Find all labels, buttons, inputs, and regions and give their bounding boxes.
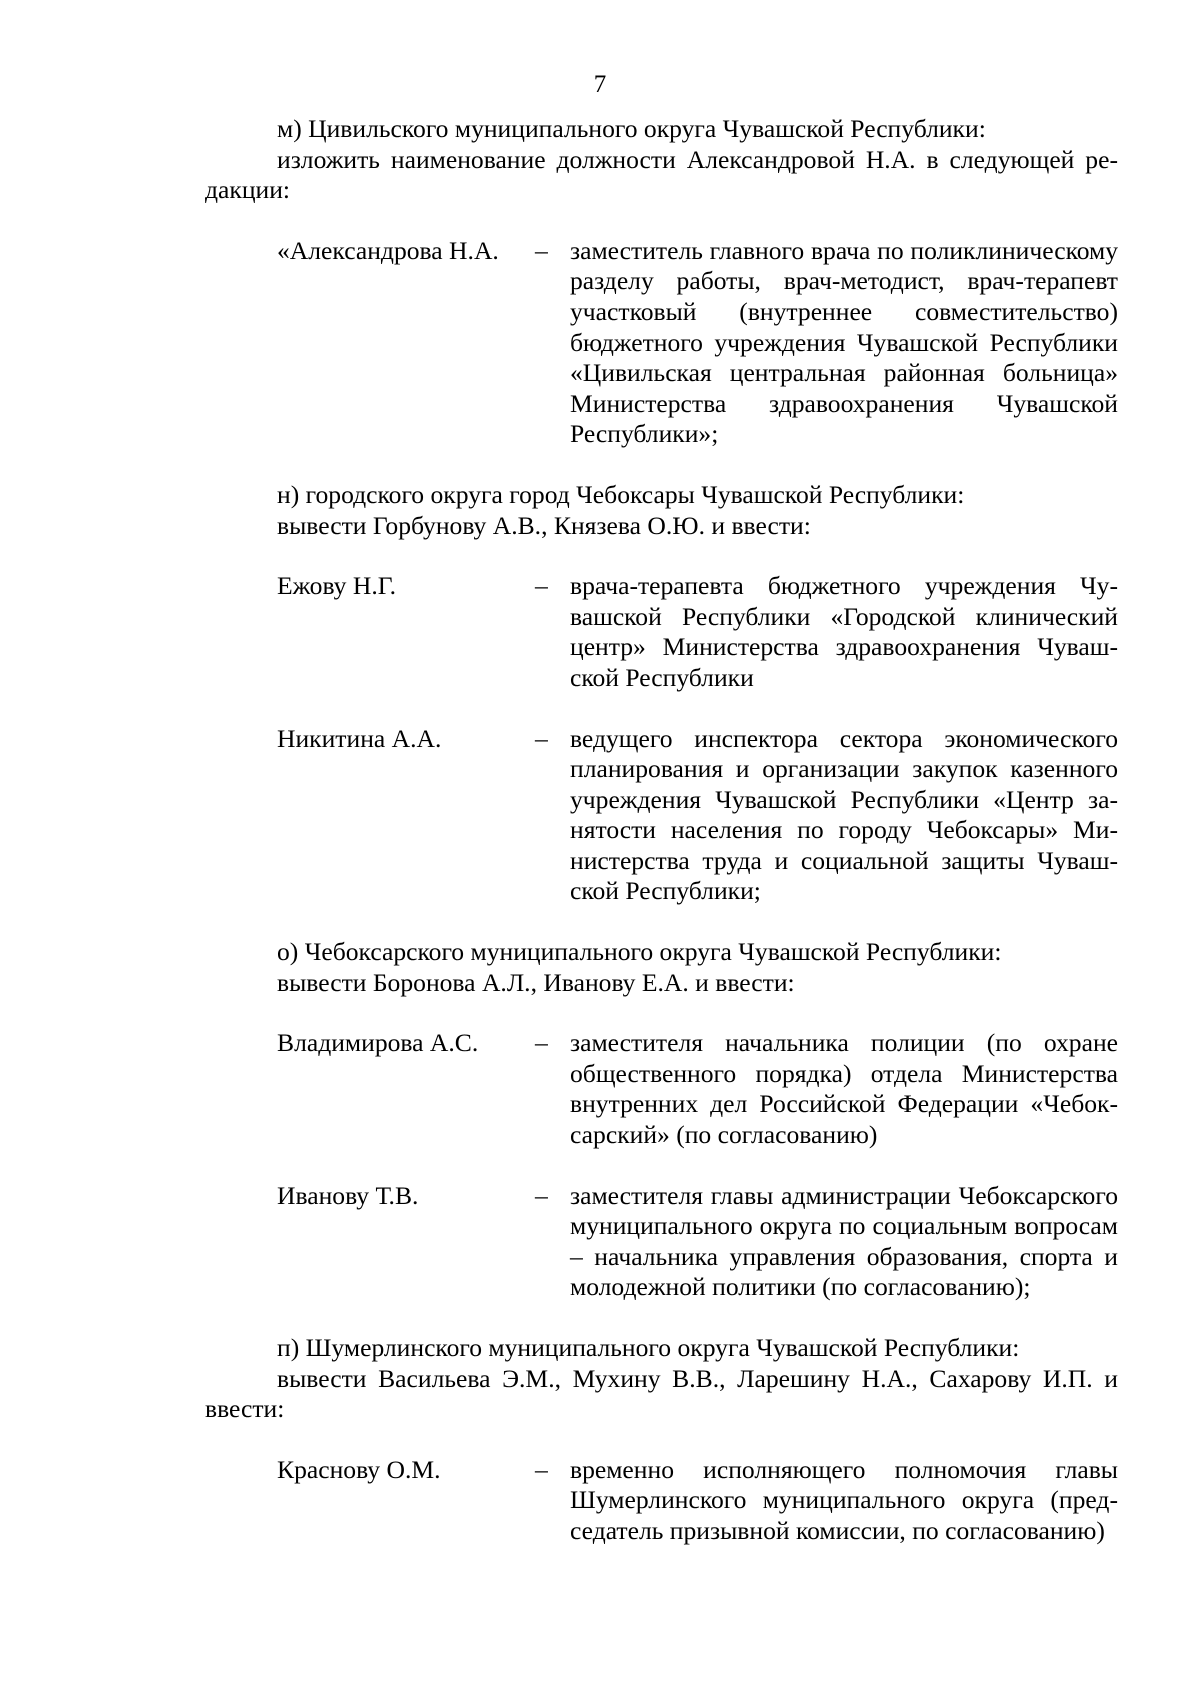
person-position: врача-терапевта бюджетного учреждения Чувашской Республики «Городской клинический центр» Министерства здравоохранения Чувашской Республики <box>570 571 1118 692</box>
section-heading: о) Чебоксарского муниципального округа Чувашской Республики: <box>277 937 1002 967</box>
spacer <box>205 1425 1118 1455</box>
page-number: 7 <box>593 71 607 98</box>
spacer <box>205 206 1118 236</box>
person-name: Ежову Н.Г. <box>277 571 397 601</box>
person-name: «Александрова Н.А. <box>277 235 499 265</box>
person-name: Краснову О.М. <box>277 1454 441 1484</box>
spacer <box>205 541 1118 571</box>
section-heading: м) Цивильского муниципального округа Чувашской Республики: <box>277 114 986 143</box>
section-instruction: вывести Горбунову А.В., Князева О.Ю. и ввести: <box>277 510 811 540</box>
person-entry <box>205 1181 1118 1303</box>
section-instruction: вывести Боронова А.Л., Иванову Е.А. и ввести: <box>277 967 795 997</box>
spacer <box>205 907 1118 937</box>
spacer <box>205 998 1118 1028</box>
person-position: ведущего инспектора сектора экономического планирования и организации закупок казенного учреждения Чувашской Республики «Центр занятости населения по городу Чебоксары» Министерства труда и социальной защиты Чувашской Республики; <box>570 723 1118 906</box>
person-position: временно исполняющего полномочия главы Шумерлинского муниципального округа (председатель призывной комиссии, по согласованию) <box>570 1454 1118 1545</box>
indent <box>205 1028 277 1150</box>
entry-dash: – <box>535 571 548 601</box>
indent <box>205 724 277 908</box>
person-entry <box>205 724 1118 908</box>
entry-dash: – <box>535 1454 548 1484</box>
indent <box>205 236 277 450</box>
section-instruction: вывести Васильева Э.М., Мухину В.В., Ларешину Н.А., Сахарову И.П. и ввести: <box>205 1363 1118 1424</box>
person-position: заместитель главного врача по поликлиническому разделу работы, врач-методист, врач-терапевт участковый (внутреннее совместительство) бюджетного учреждения Чувашской Республики «Цивильская центральная районная больница» Министерства здравоохранения Чувашской Республики»; <box>570 235 1118 449</box>
entry-dash: – <box>535 1028 548 1058</box>
section-heading: н) городского округа город Чебоксары Чувашской Республики: <box>277 479 965 509</box>
indent <box>205 1455 277 1547</box>
person-entry <box>205 1028 1118 1150</box>
person-entry <box>205 571 1118 693</box>
entry-dash: – <box>535 723 548 753</box>
section-heading: п) Шумерлинского муниципального округа Чувашской Республики: <box>277 1333 1020 1362</box>
section-instruction: изложить наименование должности Александровой Н.А. в следующей редакции: <box>205 144 1118 205</box>
person-name: Никитина А.А. <box>277 723 442 753</box>
person-entry <box>205 236 1118 450</box>
spacer <box>205 1303 1118 1333</box>
spacer <box>205 450 1118 480</box>
indent <box>205 571 277 693</box>
document-body <box>205 114 1118 1547</box>
person-name: Иванову Т.В. <box>277 1180 419 1210</box>
entry-dash: – <box>535 235 548 265</box>
person-entry <box>205 1455 1118 1547</box>
spacer <box>205 1151 1118 1181</box>
entry-dash: – <box>535 1180 548 1210</box>
indent <box>205 1181 277 1303</box>
person-position: заместителя главы администрации Чебоксарского муниципального округа по социальным вопросам – начальника управления образования, спорта и молодежной политики (по согласованию); <box>570 1180 1118 1302</box>
spacer <box>205 694 1118 724</box>
person-position: заместителя начальника полиции (по охране общественного порядка) отдела Министерства внутренних дел Российской Федерации «Чебоксарский» (по согласованию) <box>570 1028 1118 1150</box>
person-name: Владимирова А.С. <box>277 1028 479 1058</box>
